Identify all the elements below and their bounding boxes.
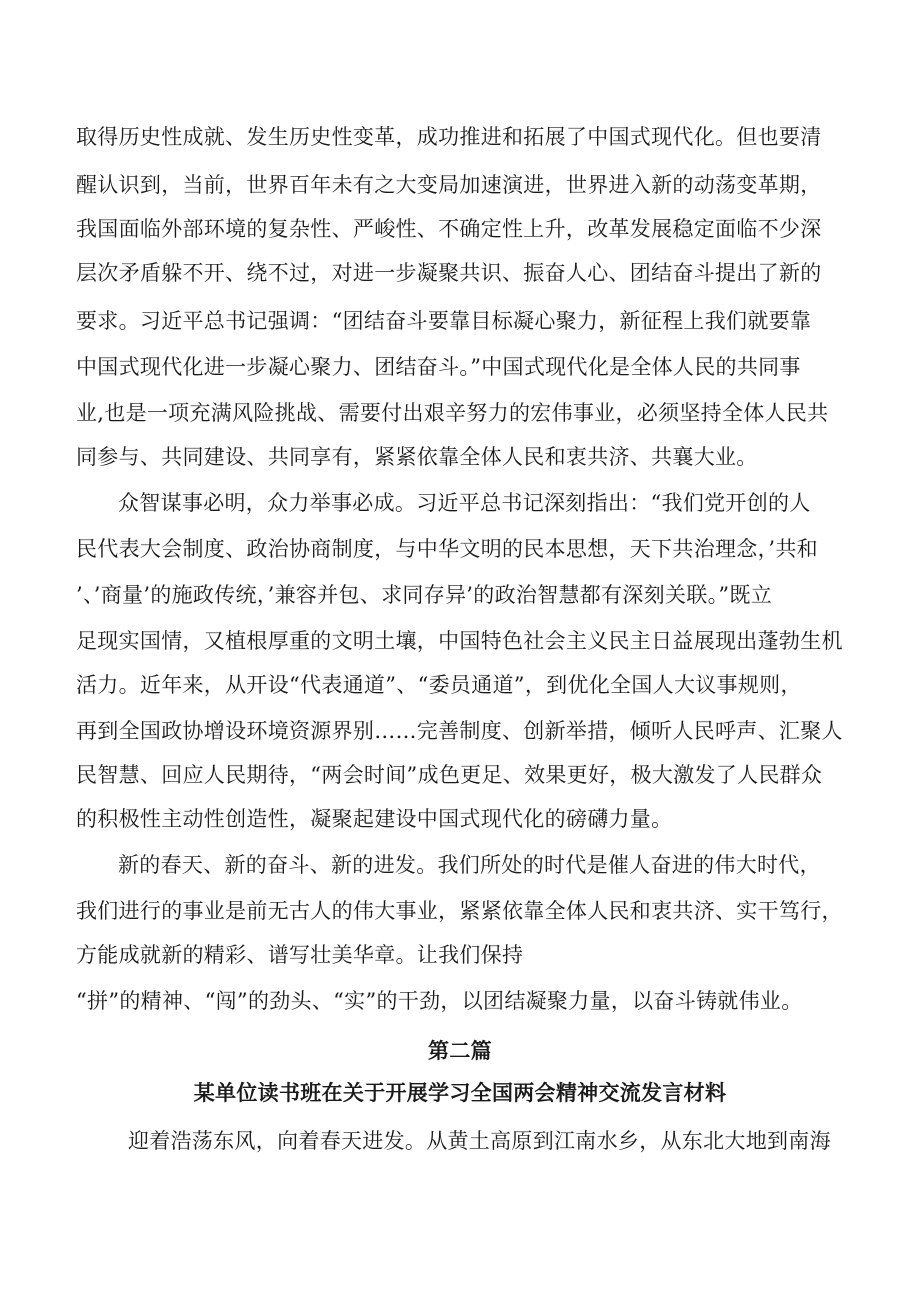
paragraph-line: 民代表大会制度、政治协商制度，与中华文明的民本思想，天下共治理念，’共和: [76, 537, 818, 561]
paragraph-line: 要求。习近平总书记强调：“团结奋斗要靠目标凝心聚力，新征程上我们就要靠: [76, 309, 812, 333]
section-title: 某单位读书班在关于开展学习全国两会精神交流发言材料: [193, 1081, 727, 1105]
paragraph-line: 层次矛盾躲不开、绕不过，对进一步凝聚共识、振奋人心、团结奋斗提出了新的: [76, 261, 822, 285]
paragraph-line: 足现实国情，又植根厚重的文明土壤，中国特色社会主义民主日益展现出蓬勃生机: [76, 629, 843, 653]
paragraph-line: 我国面临外部环境的复杂性、严峻性、不确定性上升，改革发展稳定面临不少深: [76, 217, 822, 241]
section-label: 第二篇: [428, 1039, 492, 1063]
paragraph-line: 业,也是一项充满风险挑战、需要付出艰辛努力的宏伟事业，必须坚持全体人民共: [76, 401, 829, 425]
paragraph-line: 中国式现代化进一步凝心聚力、团结奋斗。”中国式现代化是全体人民的共同事: [76, 355, 801, 379]
paragraph-line: 众智谋事必明，众力举事必成。习近平总书记深刻指出：“我们党开创的人: [118, 491, 811, 515]
paragraph-line: 活力。近年来，从开设“代表通道”、“委员通道”，到优化全国人大议事规则，: [76, 673, 802, 697]
paragraph-line: 方能成就新的精彩、谱写壮美华章。让我们保持: [76, 943, 524, 967]
paragraph-line: 新的春天、新的奋斗、新的进发。我们所处的时代是催人奋进的伟大时代，: [118, 853, 821, 877]
paragraph-line: 醒认识到，当前，世界百年未有之大变局加速演进，世界进入新的动荡变革期，: [76, 173, 822, 197]
paragraph-line: 民智慧、回应人民期待，“两会时间”成色更足、效果更好，极大激发了人民群众: [76, 763, 823, 787]
paragraph-line: ’、’商量’的施政传统，’兼容并包、求同存异’的政治智慧都有深刻关联。”既立: [76, 583, 773, 607]
paragraph-line: 再到全国政协增设环境资源界别……完善制度、创新举措，倾听人民呼声、汇聚人: [76, 719, 843, 743]
paragraph-line: 我们进行的事业是前无古人的伟大事业，紧紧依靠全体人民和衷共济、实干笃行，: [76, 899, 843, 923]
paragraph-line: 取得历史性成就、发生历史性变革，成功推进和拓展了中国式现代化。但也要清: [76, 125, 822, 149]
paragraph-line: “拼”的精神、“闯”的劲头、“实”的干劲，以团结凝聚力量，以奋斗铸就伟业。: [76, 989, 803, 1013]
paragraph-line: 迎着浩荡东风，向着春天进发。从黄土高原到江南水乡，从东北大地到南海: [128, 1129, 831, 1153]
paragraph-line: 的积极性主动性创造性，凝聚起建设中国式现代化的磅礴力量。: [76, 807, 673, 831]
paragraph-line: 同参与、共同建设、共同享有，紧紧依靠全体人民和衷共济、共襄大业。: [76, 445, 758, 469]
